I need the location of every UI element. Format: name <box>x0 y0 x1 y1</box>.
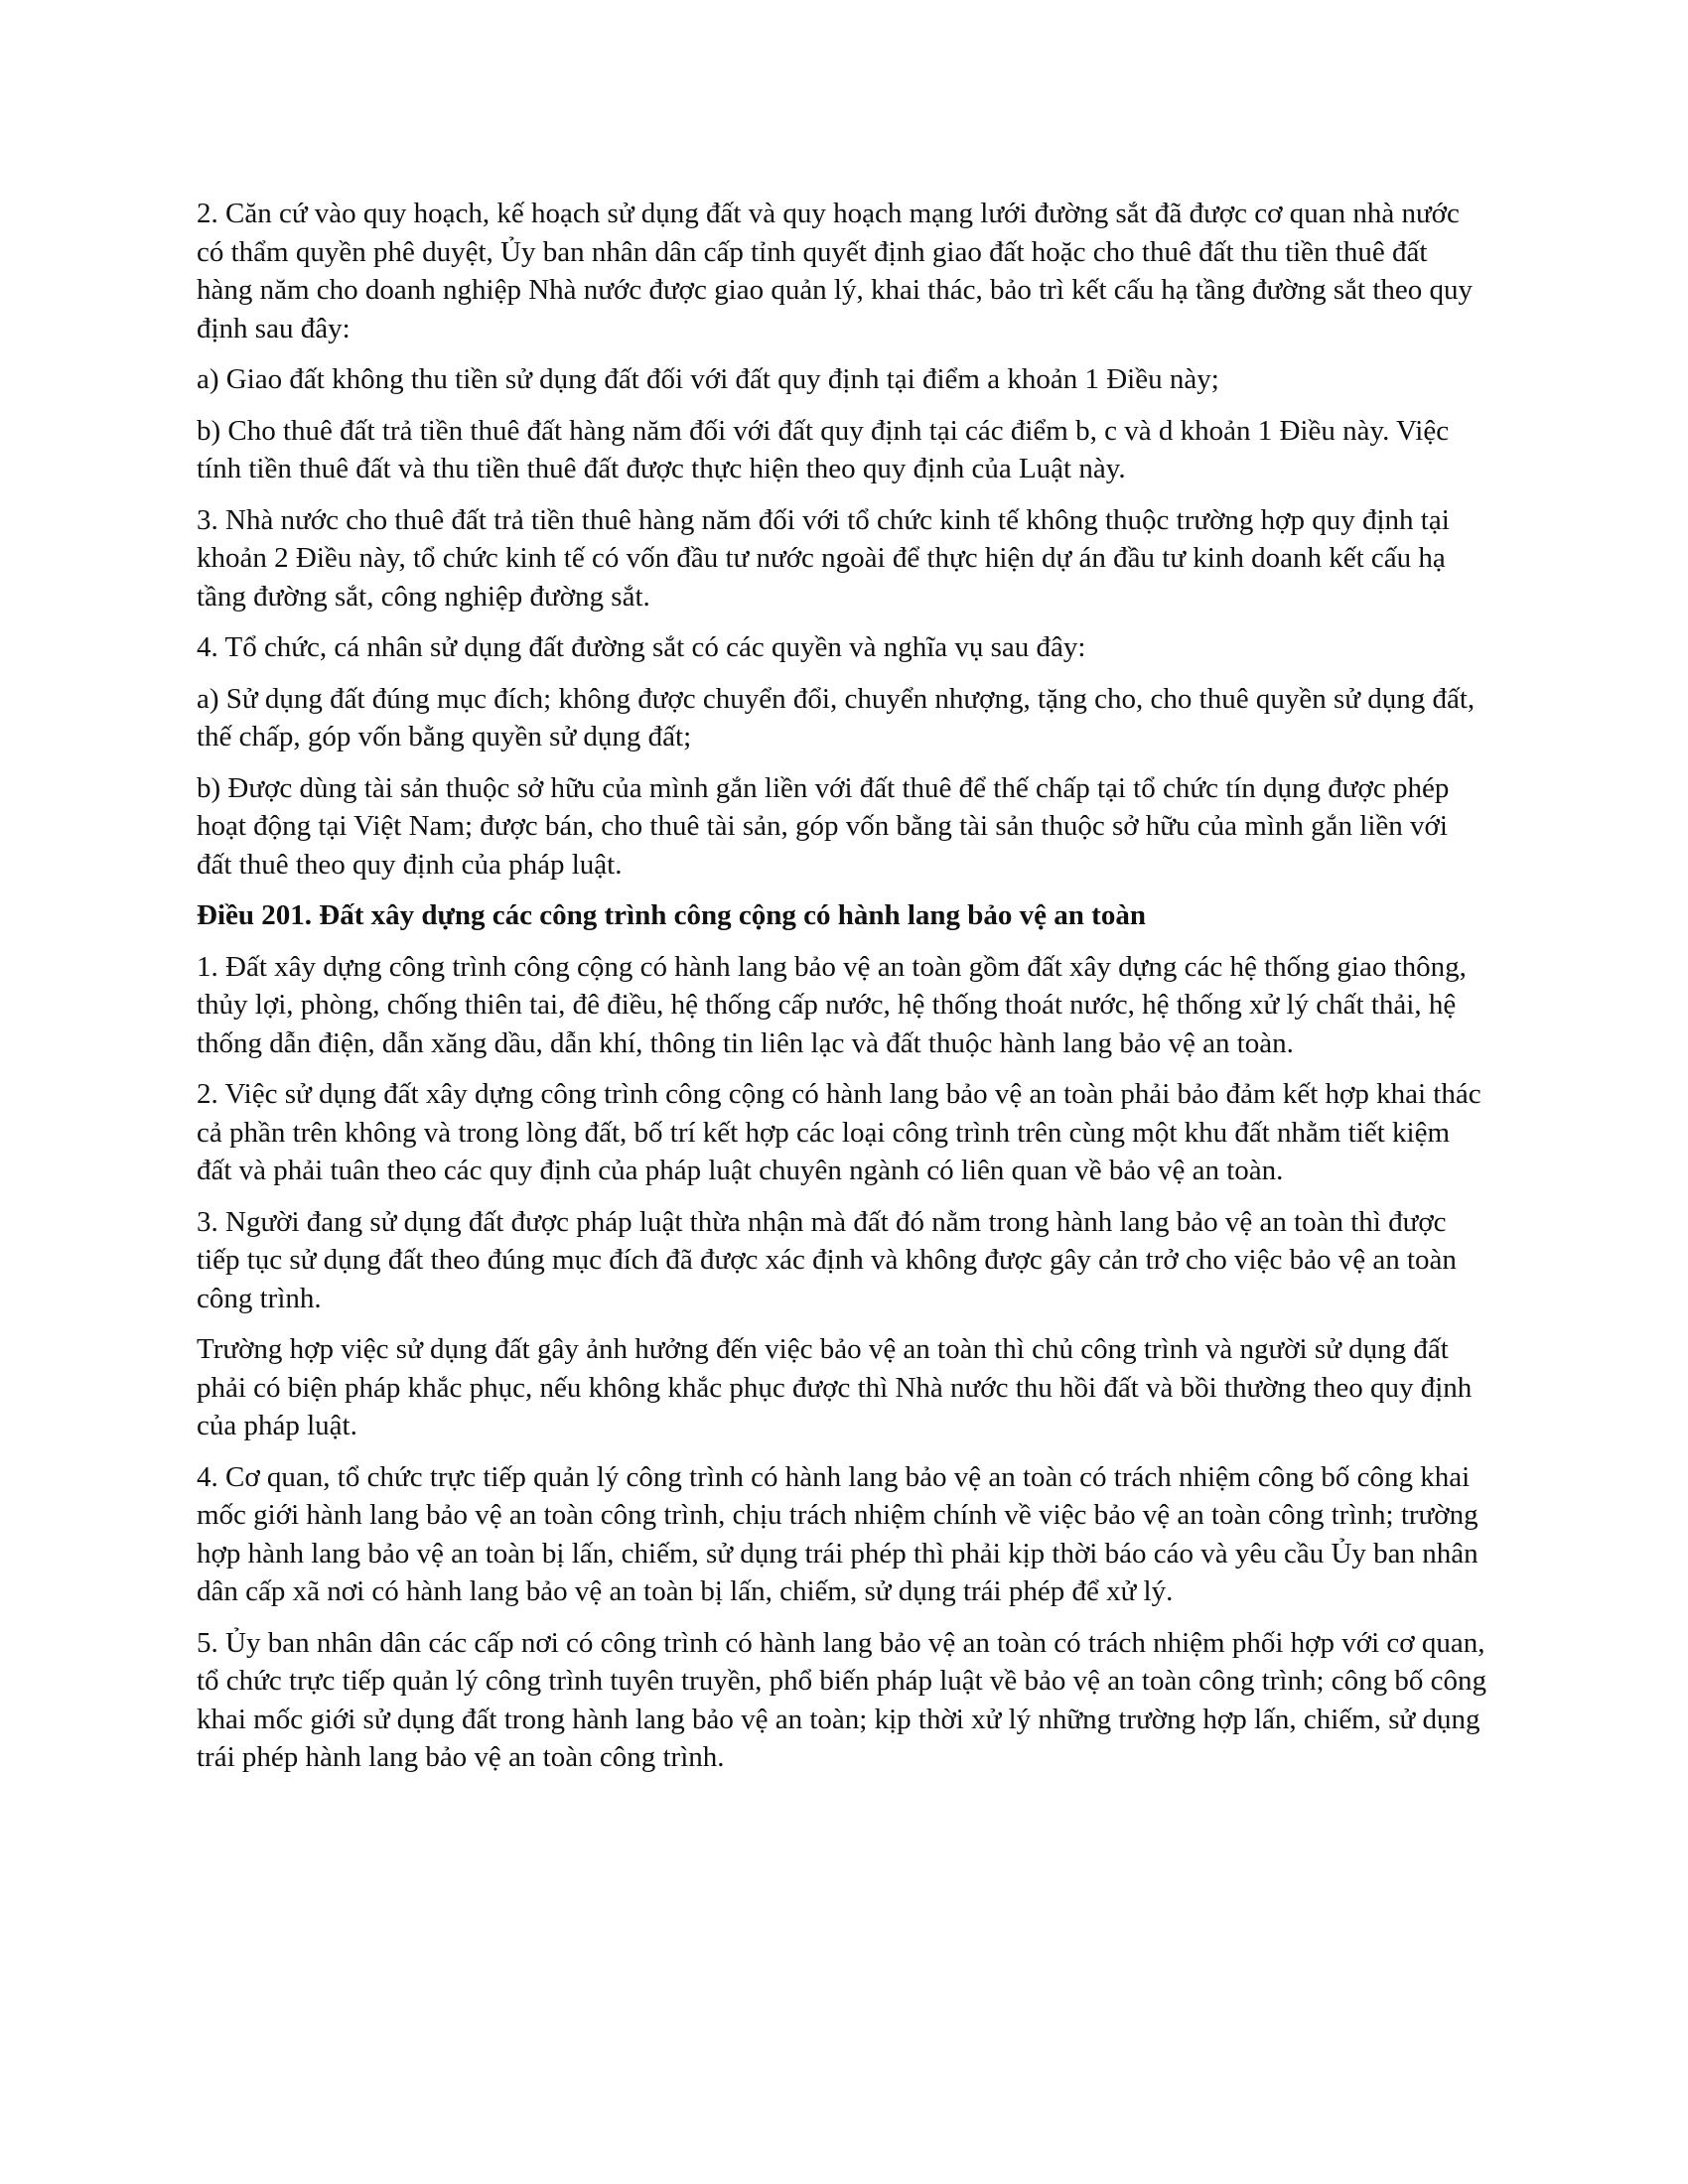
article-201-heading: Điều 201. Đất xây dựng các công trình công cộng có hành lang bảo vệ an toàn <box>197 899 1146 931</box>
paragraph-clause-2: 2. Căn cứ vào quy hoạch, kế hoạch sử dụng đất và quy hoạch mạng lưới đường sắt đã được cơ quan nhà nước có thẩm quyền phê duyệt, Ủy ban nhân dân cấp tỉnh quyết định giao đất hoặc cho thuê đất thu tiền thuê đất hàng năm cho doanh nghiệp Nhà nước được giao quản lý, khai thác, bảo trì kết cấu hạ tầng đường sắt theo quy định sau đây: <box>197 198 1474 344</box>
paragraph-clause-4: 4. Tổ chức, cá nhân sử dụng đất đường sắt có các quyền và nghĩa vụ sau đây: <box>197 631 1086 663</box>
paragraph-article-201-clause-1: 1. Đất xây dựng công trình công cộng có hành lang bảo vệ an toàn gồm đất xây dựng các hệ thống giao thông, thủy lợi, phòng, chống thiên tai, đê điều, hệ thống cấp nước, hệ thống thoát nước, hệ thống xử lý chất thải, hệ thống dẫn điện, dẫn xăng dầu, dẫn khí, thông tin liên lạc và đất thuộc hành lang bảo vệ an toàn. <box>197 950 1467 1059</box>
paragraph-clause-3: 3. Nhà nước cho thuê đất trả tiền thuê hàng năm đối với tổ chức kinh tế không thuộc trường hợp quy định tại khoản 2 Điều này, tổ chức kinh tế có vốn đầu tư nước ngoài để thực hiện dự án đầu tư kinh doanh kết cấu hạ tầng đường sắt, công nghiệp đường sắt. <box>197 503 1450 613</box>
paragraph-article-201-clause-3-continued: Trường hợp việc sử dụng đất gây ảnh hưởng đến việc bảo vệ an toàn thì chủ công trình và người sử dụng đất phải có biện pháp khắc phục, nếu không khắc phục được thì Nhà nước thu hồi đất và bồi thường theo quy định của pháp luật. <box>197 1333 1473 1441</box>
document-page <box>197 195 1487 1790</box>
paragraph-article-201-clause-3: 3. Người đang sử dụng đất được pháp luật thừa nhận mà đất đó nằm trong hành lang bảo vệ an toàn thì được tiếp tục sử dụng đất theo đúng mục đích đã được xác định và không được gây cản trở cho việc bảo vệ an toàn công trình. <box>197 1205 1457 1314</box>
paragraph-article-201-clause-2: 2. Việc sử dụng đất xây dựng công trình công cộng có hành lang bảo vệ an toàn phải bảo đảm kết hợp khai thác cả phần trên không và trong lòng đất, bố trí kết hợp các loại công trình trên cùng một khu đất nhằm tiết kiệm đất và phải tuân theo các quy định của pháp luật chuyên ngành có liên quan về bảo vệ an toàn. <box>197 1078 1481 1186</box>
paragraph-clause-4b: b) Được dùng tài sản thuộc sở hữu của mình gắn liền với đất thuê để thế chấp tại tổ chức tín dụng được phép hoạt động tại Việt Nam; được bán, cho thuê tài sản, góp vốn bằng tài sản thuộc sở hữu của mình gắn liền với đất thuê theo quy định của pháp luật. <box>197 771 1450 881</box>
paragraph-clause-4a: a) Sử dụng đất đúng mục đích; không được chuyển đổi, chuyển nhượng, tặng cho, cho thuê quyền sử dụng đất, thế chấp, góp vốn bằng quyền sử dụng đất; <box>197 682 1476 752</box>
paragraph-clause-2a: a) Giao đất không thu tiền sử dụng đất đối với đất quy định tại điểm a khoản 1 Điều này; <box>197 363 1219 395</box>
paragraph-article-201-clause-4: 4. Cơ quan, tổ chức trực tiếp quản lý công trình có hành lang bảo vệ an toàn có trách nhiệm công bố công khai mốc giới hành lang bảo vệ an toàn công trình, chịu trách nhiệm chính về việc bảo vệ an toàn công trình; trường hợp hành lang bảo vệ an toàn bị lấn, chiếm, sử dụng trái phép thì phải kịp thời báo cáo và yêu cầu Ủy ban nhân dân cấp xã nơi có hành lang bảo vệ an toàn bị lấn, chiếm, sử dụng trái phép để xử lý. <box>197 1460 1478 1607</box>
paragraph-article-201-clause-5: 5. Ủy ban nhân dân các cấp nơi có công trình có hành lang bảo vệ an toàn có trách nhiệm phối hợp với cơ quan, tổ chức trực tiếp quản lý công trình tuyên truyền, phổ biến pháp luật về bảo vệ an toàn công trình; công bố công khai mốc giới sử dụng đất trong hành lang bảo vệ an toàn; kịp thời xử lý những trường hợp lấn, chiếm, sử dụng trái phép hành lang bảo vệ an toàn công trình. <box>197 1626 1487 1773</box>
paragraph-clause-2b: b) Cho thuê đất trả tiền thuê đất hàng năm đối với đất quy định tại các điểm b, c và d khoản 1 Điều này. Việc tính tiền thuê đất và thu tiền thuê đất được thực hiện theo quy định của Luật này. <box>197 414 1450 484</box>
